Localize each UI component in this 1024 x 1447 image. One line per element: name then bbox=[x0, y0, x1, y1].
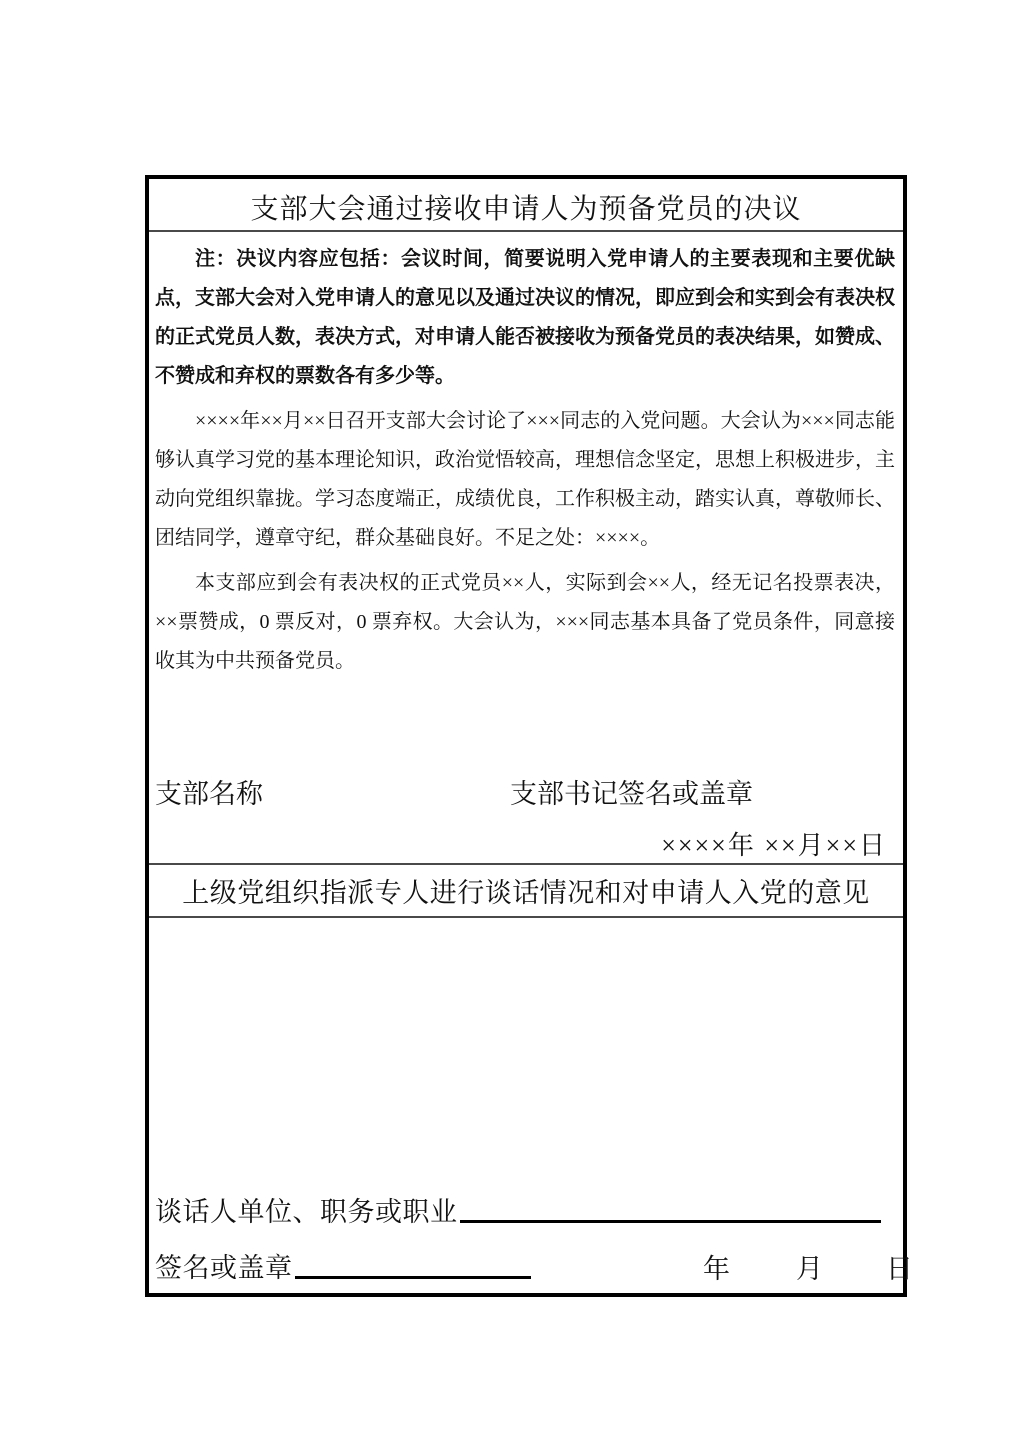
interviewer-row bbox=[155, 1191, 881, 1229]
signature-row bbox=[149, 772, 903, 809]
sign-seal-row bbox=[155, 1247, 914, 1285]
note-paragraph: 注：决议内容应包括：会议时间，简要说明入党申请人的主要表现和主要优缺点，支部大会对入党申请人的意见以及通过决议的情况，即应到会和实到会有表决权的正式党员人数，表决方式，对申请人能否被接收为预备党员的表决结果，如赞成、不赞成和弃权的票数各有多少等。 bbox=[155, 248, 895, 387]
branch-name-label: 支部名称 bbox=[155, 779, 263, 809]
form-frame bbox=[145, 175, 914, 1297]
section2-header bbox=[149, 863, 903, 918]
interviewer-label: 谈话人单位、职务或职业 bbox=[155, 1197, 458, 1227]
day-label: 日 bbox=[886, 1254, 914, 1284]
interviewer-fill-line[interactable] bbox=[460, 1220, 882, 1223]
resolution-section bbox=[149, 235, 903, 681]
secretary-signature-label: 支部书记签名或盖章 bbox=[510, 779, 753, 809]
resolution-paragraph-2: 本支部应到会有表决权的正式党员××人，实际到会××人，经无记名投票表决，××票赞成，0 票反对，0 票弃权。大会认为，×××同志基本具备了党员条件，同意接收其为中共预备党员。 bbox=[155, 572, 895, 672]
year-label: 年 bbox=[703, 1254, 731, 1284]
interview-notes-area[interactable] bbox=[149, 918, 903, 1190]
signature-fill-line[interactable] bbox=[295, 1276, 531, 1279]
sign-seal-label: 签名或盖章 bbox=[155, 1253, 293, 1283]
date-line: ××××年 ××月××日 bbox=[661, 831, 887, 860]
form-title: 支部大会通过接收申请人为预备党员的决议 bbox=[250, 193, 802, 225]
section2-title: 上级党组织指派专人进行谈话情况和对申请人入党的意见 bbox=[182, 878, 870, 908]
month-label: 月 bbox=[796, 1254, 824, 1284]
form-title-row bbox=[149, 179, 903, 232]
resolution-paragraph-1: ××××年××月××日召开支部大会讨论了×××同志的入党问题。大会认为×××同志能够认真学习党的基本理论知识，政治觉悟较高，理想信念坚定，思想上积极进步，主动向党组织靠拢。学习态度端正，成绩优良，工作积极主动，踏实认真，尊敬师长、团结同学，遵章守纪，群众基础良好。不足之处：××××。 bbox=[155, 410, 895, 549]
